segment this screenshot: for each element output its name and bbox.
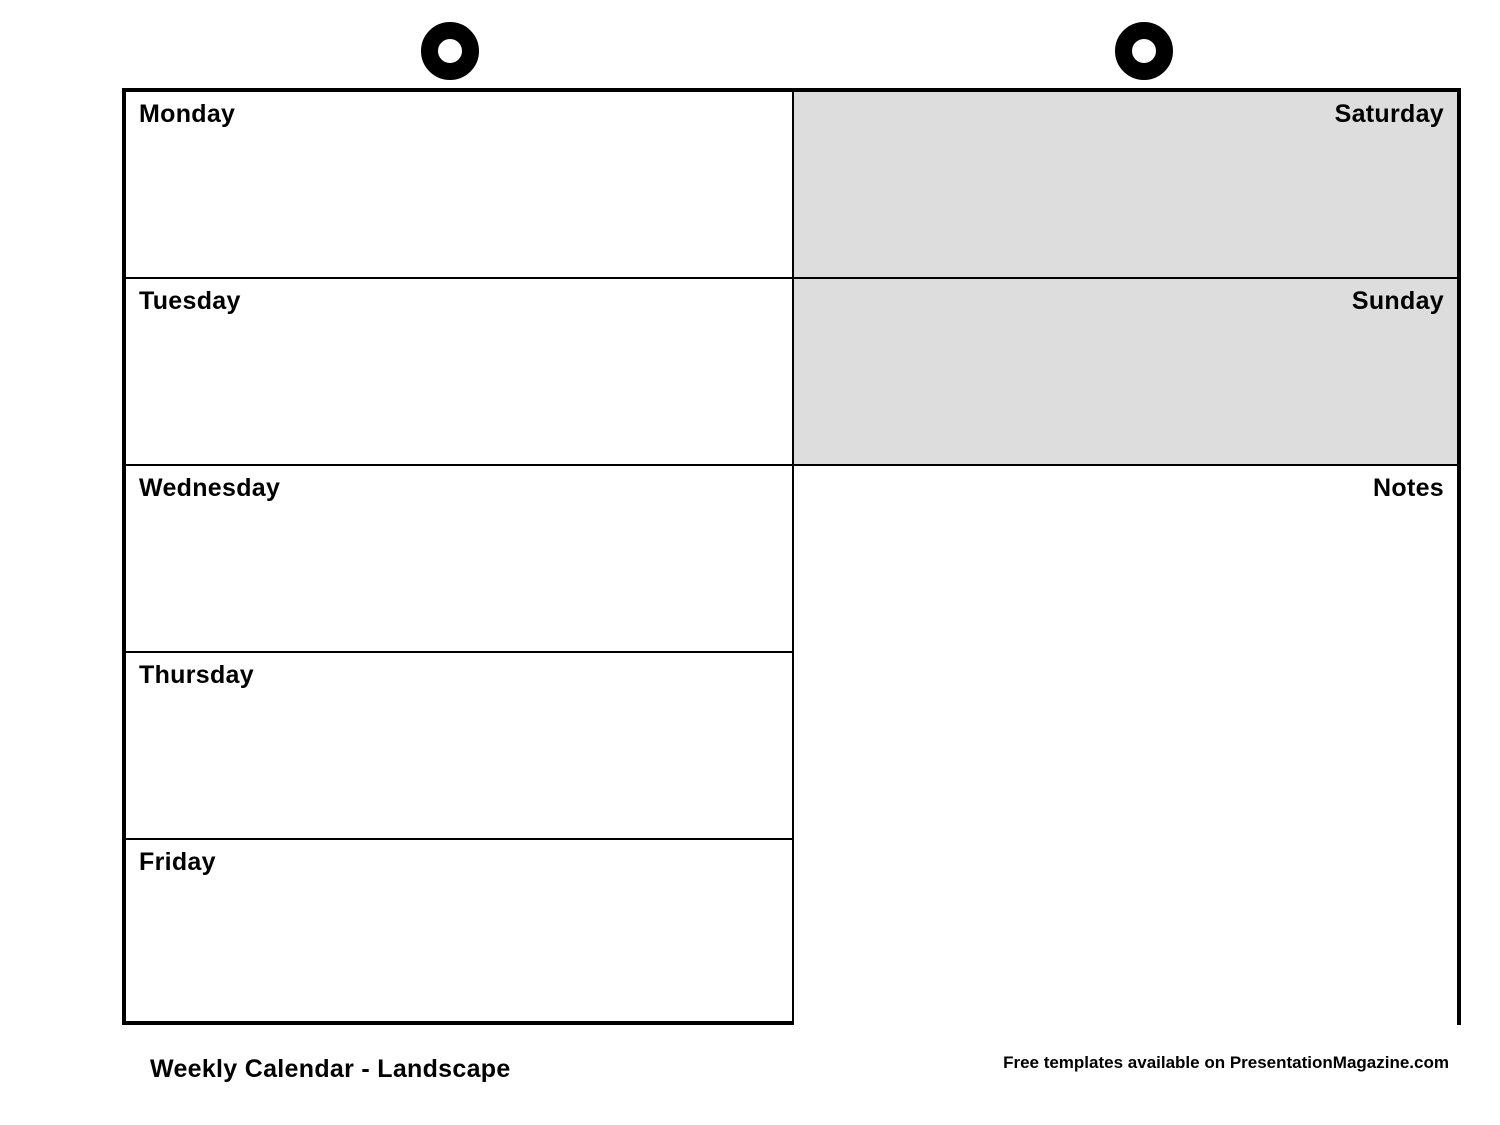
- day-label-friday: Friday: [139, 848, 216, 876]
- binder-ring-right-icon: [1115, 22, 1173, 80]
- day-label-thursday: Thursday: [139, 661, 254, 689]
- day-label-tuesday: Tuesday: [139, 287, 241, 315]
- day-cell-sunday[interactable]: [792, 279, 1457, 466]
- binder-ring-left-icon: [421, 22, 479, 80]
- day-cell-thursday[interactable]: [126, 653, 792, 840]
- day-cell-tuesday[interactable]: [126, 279, 792, 466]
- notes-cell[interactable]: [792, 466, 1457, 1025]
- notes-label: Notes: [1373, 474, 1444, 502]
- day-label-monday: Monday: [139, 100, 236, 128]
- template-credit: Free templates available on PresentationMagazine.com: [1003, 1053, 1449, 1072]
- day-cell-friday[interactable]: [126, 840, 792, 1025]
- calendar-title: Weekly Calendar - Landscape: [150, 1055, 511, 1083]
- day-cell-saturday[interactable]: [792, 92, 1457, 279]
- day-cell-wednesday[interactable]: [126, 466, 792, 653]
- day-label-sunday: Sunday: [1351, 287, 1444, 315]
- day-label-saturday: Saturday: [1334, 100, 1444, 128]
- weekly-calendar-grid: [122, 88, 1461, 1025]
- day-cell-monday[interactable]: [126, 92, 792, 279]
- day-label-wednesday: Wednesday: [139, 474, 281, 502]
